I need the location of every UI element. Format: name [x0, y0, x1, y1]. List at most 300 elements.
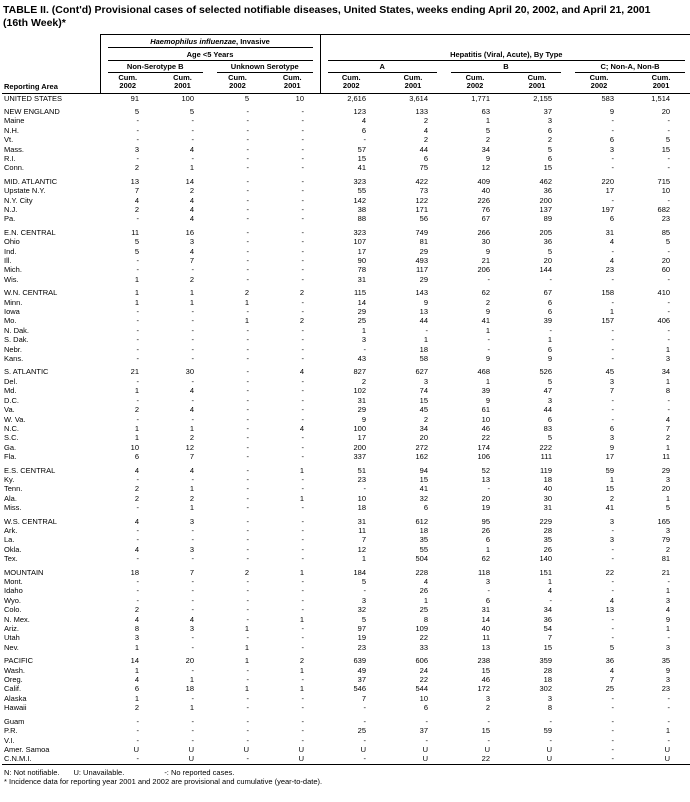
value-cell: 7 — [134, 186, 139, 196]
value-cell: 44 — [419, 316, 429, 326]
value-cell: - — [301, 642, 305, 652]
value-cell: 3 — [609, 516, 615, 526]
value-cell: 1 — [485, 376, 491, 386]
value-cell: 3 — [189, 624, 194, 634]
value-cell: 17 — [605, 186, 615, 196]
value-cell: 39 — [543, 316, 553, 326]
value-cell: 73 — [419, 186, 429, 196]
value-cell: - — [246, 484, 249, 494]
value-cell: - — [667, 405, 671, 415]
hepatitis-group-header: Hepatitis (Viral, Acute), By Type — [320, 48, 690, 61]
value-cell: 28 — [543, 525, 553, 535]
value-cell: 36 — [543, 186, 553, 196]
value-cell: - — [301, 484, 305, 494]
value-cell: - — [246, 465, 249, 475]
value-cell: 3 — [134, 633, 139, 643]
table-row — [2, 145, 690, 154]
value-cell: 45 — [419, 405, 429, 415]
value-cell: 11 — [131, 227, 139, 237]
value-cell: 44 — [419, 144, 429, 154]
value-cell: 1 — [189, 675, 194, 685]
reporting-area-cell: Va. — [4, 405, 15, 415]
value-cell: - — [136, 354, 139, 364]
value-cell: 95 — [481, 516, 491, 526]
table-row — [2, 237, 690, 246]
value-cell: 9 — [361, 414, 367, 424]
value-cell: 9 — [485, 354, 491, 364]
table-row — [2, 684, 690, 693]
value-cell: 89 — [543, 214, 553, 224]
value-cell: - — [136, 525, 139, 535]
value-cell: - — [487, 484, 491, 494]
value-cell: - — [301, 274, 305, 284]
value-cell: U — [664, 754, 671, 764]
value-cell: 1 — [361, 554, 367, 564]
value-cell: 6 — [609, 214, 615, 224]
value-cell: - — [191, 577, 194, 586]
value-cell: 1 — [423, 335, 429, 345]
reporting-area-cell: W. Va. — [4, 414, 26, 424]
value-cell: 1 — [189, 423, 194, 433]
value-cell: U — [298, 754, 305, 764]
value-cell: - — [191, 642, 194, 652]
value-cell: 142 — [353, 195, 367, 205]
value-cell: - — [191, 153, 194, 163]
value-cell: - — [191, 633, 194, 643]
value-cell: 4 — [189, 195, 194, 205]
reporting-area-cell: W.N. CENTRAL — [4, 288, 58, 298]
value-cell: 14 — [185, 176, 194, 186]
value-cell: 26 — [481, 525, 491, 535]
value-cell: 5 — [485, 125, 491, 135]
value-cell: 359 — [539, 656, 553, 666]
table-row — [2, 643, 690, 652]
value-cell: 25 — [605, 684, 615, 694]
value-cell: U — [360, 744, 367, 754]
value-cell: - — [136, 307, 139, 317]
unknown-serotype-header: Unknown Serotype — [210, 61, 320, 73]
value-cell: 5 — [134, 246, 139, 256]
reporting-area-cell: Mass. — [4, 144, 25, 154]
value-cell: 323 — [353, 227, 367, 237]
value-cell: - — [301, 525, 305, 535]
value-cell: - — [136, 125, 139, 135]
value-cell: - — [246, 586, 249, 596]
value-cell: 1 — [134, 386, 139, 396]
value-cell: 7 — [547, 633, 553, 643]
value-cell: - — [301, 163, 305, 173]
value-cell: - — [301, 414, 305, 424]
cum-2001-header: Cum. 2001 — [155, 73, 210, 94]
value-cell: 10 — [481, 414, 491, 424]
value-cell: 2 — [665, 544, 671, 554]
value-cell: 3 — [134, 144, 139, 154]
value-cell: 40 — [481, 624, 491, 634]
value-cell: 222 — [539, 442, 553, 452]
value-cell: - — [301, 246, 305, 256]
value-cell: - — [246, 106, 249, 116]
table-row — [2, 717, 690, 726]
reporting-area-cell: Ark. — [4, 525, 18, 535]
reporting-area-cell: Calif. — [4, 684, 22, 694]
value-cell: - — [301, 307, 305, 317]
value-cell: 1 — [134, 274, 139, 284]
value-cell: 35 — [661, 656, 671, 666]
value-cell: - — [191, 726, 194, 736]
table-row — [2, 736, 690, 745]
hepatitis-a-header: A — [320, 61, 444, 73]
value-cell: 14 — [130, 656, 139, 666]
value-cell: - — [301, 376, 305, 386]
value-cell: 100 — [181, 93, 194, 103]
value-cell: - — [611, 354, 615, 364]
reporting-area-cell: Mich. — [4, 265, 22, 275]
value-cell: 544 — [415, 684, 429, 694]
value-cell: 56 — [419, 214, 429, 224]
value-cell: 7 — [609, 386, 615, 396]
value-cell: 1 — [244, 316, 249, 326]
value-cell: 2 — [423, 135, 429, 145]
reporting-area-cell: Mo. — [4, 316, 17, 326]
value-cell: - — [246, 525, 249, 535]
value-cell: 12 — [185, 442, 194, 452]
value-cell: U — [298, 744, 305, 754]
value-cell: 4 — [189, 614, 194, 624]
value-cell: - — [611, 153, 615, 163]
table-row — [2, 596, 690, 605]
value-cell: 2 — [299, 656, 305, 666]
reporting-area-cell: Miss. — [4, 503, 22, 513]
value-cell: - — [549, 716, 553, 726]
value-cell: - — [191, 265, 194, 275]
value-cell: 10 — [419, 693, 429, 703]
value-cell: 23 — [661, 214, 671, 224]
value-cell: - — [301, 204, 305, 214]
value-cell: - — [667, 395, 671, 405]
table-row — [2, 377, 690, 386]
value-cell: 682 — [657, 204, 671, 214]
value-cell: - — [611, 335, 615, 345]
value-cell: 6 — [547, 125, 553, 135]
value-cell: 5 — [665, 503, 671, 513]
value-cell: - — [549, 595, 553, 605]
reporting-area-cell: La. — [4, 535, 15, 545]
legend-unavailable: U: Unavailable. — [73, 767, 125, 777]
value-cell: 1 — [423, 595, 429, 605]
value-cell: - — [246, 516, 249, 526]
value-cell: 1,514 — [651, 93, 671, 103]
value-cell: 6 — [485, 535, 491, 545]
value-cell: 62 — [481, 554, 491, 564]
table-row — [2, 214, 690, 223]
value-cell: - — [191, 414, 194, 424]
value-cell: - — [363, 484, 367, 494]
value-cell: 1 — [189, 503, 194, 513]
value-cell: 15 — [481, 665, 491, 675]
value-cell: - — [549, 274, 553, 284]
hepatitis-b-header: B — [444, 61, 568, 73]
value-cell: 143 — [415, 288, 429, 298]
value-cell: - — [246, 354, 249, 364]
value-cell: 19 — [357, 633, 367, 643]
reporting-area-cell: Wyo. — [4, 595, 22, 605]
value-cell: 205 — [539, 227, 553, 237]
cum-2001-header: Cum. 2001 — [265, 73, 320, 94]
value-cell: 28 — [543, 665, 553, 675]
value-cell: 21 — [130, 367, 139, 377]
value-cell: - — [667, 246, 671, 256]
value-cell: 2 — [134, 204, 139, 214]
value-cell: - — [246, 214, 249, 224]
value-cell: 37 — [357, 675, 367, 685]
value-cell: - — [667, 153, 671, 163]
value-cell: - — [246, 274, 249, 284]
value-cell: 44 — [543, 405, 553, 415]
value-cell: - — [191, 716, 194, 726]
value-cell: 100 — [353, 423, 367, 433]
value-cell: - — [246, 735, 249, 745]
value-cell: 20 — [661, 484, 671, 494]
cum-2002-header: Cum. 2002 — [444, 73, 506, 94]
reporting-area-cell: Ariz. — [4, 624, 19, 634]
value-cell: 14 — [481, 614, 491, 624]
value-cell: 3 — [609, 144, 615, 154]
value-cell: - — [246, 442, 249, 452]
value-cell: 29 — [419, 246, 429, 256]
value-cell: - — [246, 535, 249, 545]
reporting-area-cell: Wash. — [4, 665, 25, 675]
value-cell: 11 — [482, 633, 491, 643]
value-cell: - — [246, 163, 249, 173]
reporting-area-cell: D.C. — [4, 395, 19, 405]
table-row — [2, 675, 690, 684]
non-serotype-b-header: Non-Serotype B — [100, 61, 210, 73]
reporting-area-cell: Ky. — [4, 474, 15, 484]
value-cell: 1,771 — [471, 93, 491, 103]
value-cell: 4 — [547, 586, 553, 596]
value-cell: 1 — [189, 163, 194, 173]
value-cell: - — [191, 135, 194, 145]
value-cell: - — [301, 214, 305, 224]
value-cell: - — [667, 693, 671, 703]
value-cell: 197 — [601, 204, 615, 214]
value-cell: - — [667, 716, 671, 726]
value-cell: 2 — [485, 135, 491, 145]
table-body — [2, 93, 690, 764]
value-cell: - — [301, 554, 305, 564]
value-cell: - — [549, 735, 553, 745]
value-cell: - — [667, 274, 671, 284]
value-cell: 7 — [189, 256, 194, 265]
value-cell: 493 — [415, 256, 429, 265]
table-row — [2, 205, 690, 214]
value-cell: - — [246, 414, 249, 424]
value-cell: - — [301, 395, 305, 405]
value-cell: 59 — [543, 726, 553, 736]
value-cell: - — [191, 395, 194, 405]
value-cell: 106 — [477, 452, 491, 462]
value-cell: 25 — [357, 726, 367, 736]
value-cell: - — [363, 586, 367, 596]
value-cell: 1 — [244, 656, 249, 666]
value-cell: 3 — [485, 577, 491, 586]
value-cell: 157 — [601, 316, 615, 326]
value-cell: - — [301, 433, 305, 443]
value-cell: 3 — [189, 516, 194, 526]
value-cell: - — [425, 716, 429, 726]
value-cell: 4 — [423, 577, 429, 586]
value-cell: - — [667, 307, 671, 317]
reporting-area-cell: Pa. — [4, 214, 16, 224]
value-cell: - — [136, 716, 139, 726]
value-cell: - — [301, 503, 305, 513]
value-cell: 4 — [134, 614, 139, 624]
value-cell: 6 — [547, 344, 553, 354]
value-cell: 4 — [609, 256, 615, 265]
legend-no-cases: -: No reported cases. — [164, 767, 235, 777]
value-cell: - — [425, 735, 429, 745]
value-cell: 115 — [354, 288, 367, 298]
value-cell: - — [136, 135, 139, 145]
value-cell: 94 — [419, 465, 429, 475]
reporting-area-cell: P.R. — [4, 726, 18, 736]
value-cell: - — [246, 116, 249, 126]
value-cell: 74 — [419, 386, 429, 396]
value-cell: 4 — [609, 237, 615, 247]
value-cell: 17 — [357, 433, 367, 443]
reporting-area-cell: Del. — [4, 376, 18, 386]
value-cell: 6 — [423, 703, 429, 713]
cum-2002-header: Cum. 2002 — [210, 73, 265, 94]
value-cell: 7 — [189, 452, 194, 462]
value-cell: 546 — [353, 684, 367, 694]
value-cell: 15 — [357, 153, 367, 163]
haemophilus-italic-label: Haemophilus influenzae — [150, 36, 237, 46]
reporting-area-cell: NEW ENGLAND — [4, 106, 60, 116]
value-cell: 4 — [189, 204, 194, 214]
value-cell: - — [191, 354, 194, 364]
value-cell: 749 — [415, 227, 429, 237]
value-cell: - — [667, 163, 671, 173]
reporting-area-cell: E.S. CENTRAL — [4, 465, 56, 475]
value-cell: 462 — [539, 176, 553, 186]
reporting-area-cell: Md. — [4, 386, 17, 396]
table-title-line1: TABLE II. (Cont'd) Provisional cases of selected notifiable diseases, United States, weeks ending April 20, 2002, and April 21, 2001 — [3, 4, 651, 16]
reporting-area-cell: Utah — [4, 633, 20, 643]
value-cell: 81 — [419, 237, 429, 247]
table-row — [2, 503, 690, 512]
value-cell: 206 — [477, 265, 491, 275]
table-row — [2, 526, 690, 535]
value-cell: 6 — [485, 595, 491, 605]
value-cell: 409 — [477, 176, 491, 186]
table-row — [2, 116, 690, 125]
reporting-area-cell: Ala. — [4, 493, 17, 503]
value-cell: 40 — [481, 186, 491, 196]
value-cell: 133 — [415, 106, 429, 116]
value-cell: 8 — [134, 624, 139, 634]
value-cell: - — [667, 577, 671, 586]
table-row — [2, 298, 690, 307]
value-cell: - — [246, 474, 249, 484]
table-row — [2, 228, 690, 237]
value-cell: 61 — [481, 405, 491, 415]
table-row — [2, 666, 690, 675]
value-cell: 410 — [657, 288, 671, 298]
reporting-area-cell: N.C. — [4, 423, 19, 433]
table-row — [2, 586, 690, 595]
value-cell: 18 — [357, 503, 367, 513]
value-cell: 37 — [419, 726, 429, 736]
value-cell: 3 — [665, 354, 671, 364]
table-row — [2, 694, 690, 703]
value-cell: 1 — [134, 693, 139, 703]
value-cell: - — [611, 525, 615, 535]
value-cell: 5 — [189, 106, 194, 116]
value-cell: 220 — [601, 176, 615, 186]
value-cell: - — [136, 754, 139, 764]
value-cell: 171 — [415, 204, 429, 214]
reporting-area-cell: Ind. — [4, 246, 17, 256]
cum-2002-header: Cum. 2002 — [100, 73, 155, 94]
value-cell: 62 — [481, 288, 491, 298]
value-cell: 49 — [357, 665, 367, 675]
value-cell: 20 — [543, 256, 553, 265]
table-row — [2, 703, 690, 712]
value-cell: 29 — [357, 405, 367, 415]
value-cell: 17 — [357, 246, 367, 256]
value-cell: - — [487, 735, 491, 745]
value-cell: 35 — [543, 535, 553, 545]
value-cell: 20 — [481, 493, 491, 503]
value-cell: - — [667, 703, 671, 713]
reporting-area-label: Reporting Area — [4, 81, 58, 91]
value-cell: 21 — [481, 256, 491, 265]
reporting-area-cell: E.N. CENTRAL — [4, 227, 56, 237]
value-cell: 2 — [189, 186, 194, 196]
value-cell: 36 — [543, 614, 553, 624]
value-cell: - — [246, 265, 249, 275]
value-cell: 162 — [415, 452, 429, 462]
value-cell: 137 — [539, 204, 553, 214]
value-cell: 3 — [665, 675, 671, 685]
table-row — [2, 475, 690, 484]
value-cell: - — [191, 605, 194, 615]
value-cell: 55 — [357, 186, 367, 196]
value-cell: 13 — [481, 474, 491, 484]
value-cell: - — [246, 125, 249, 135]
value-cell: 18 — [130, 567, 139, 577]
value-cell: - — [301, 386, 305, 396]
value-cell: - — [246, 665, 249, 675]
value-cell: 20 — [661, 106, 671, 116]
value-cell: - — [191, 535, 194, 545]
value-cell: 1 — [665, 344, 671, 354]
value-cell: 3 — [665, 642, 671, 652]
value-cell: 4 — [189, 214, 194, 224]
value-cell: - — [191, 693, 194, 703]
value-cell: 16 — [185, 227, 194, 237]
table-row — [2, 154, 690, 163]
value-cell: 5 — [609, 642, 615, 652]
value-cell: 323 — [353, 176, 367, 186]
value-cell: - — [301, 633, 305, 643]
table-row — [2, 396, 690, 405]
haemophilus-rest-label: , Invasive — [236, 36, 270, 46]
value-cell: - — [246, 423, 249, 433]
value-cell: - — [363, 716, 367, 726]
value-cell: 9 — [485, 307, 491, 317]
